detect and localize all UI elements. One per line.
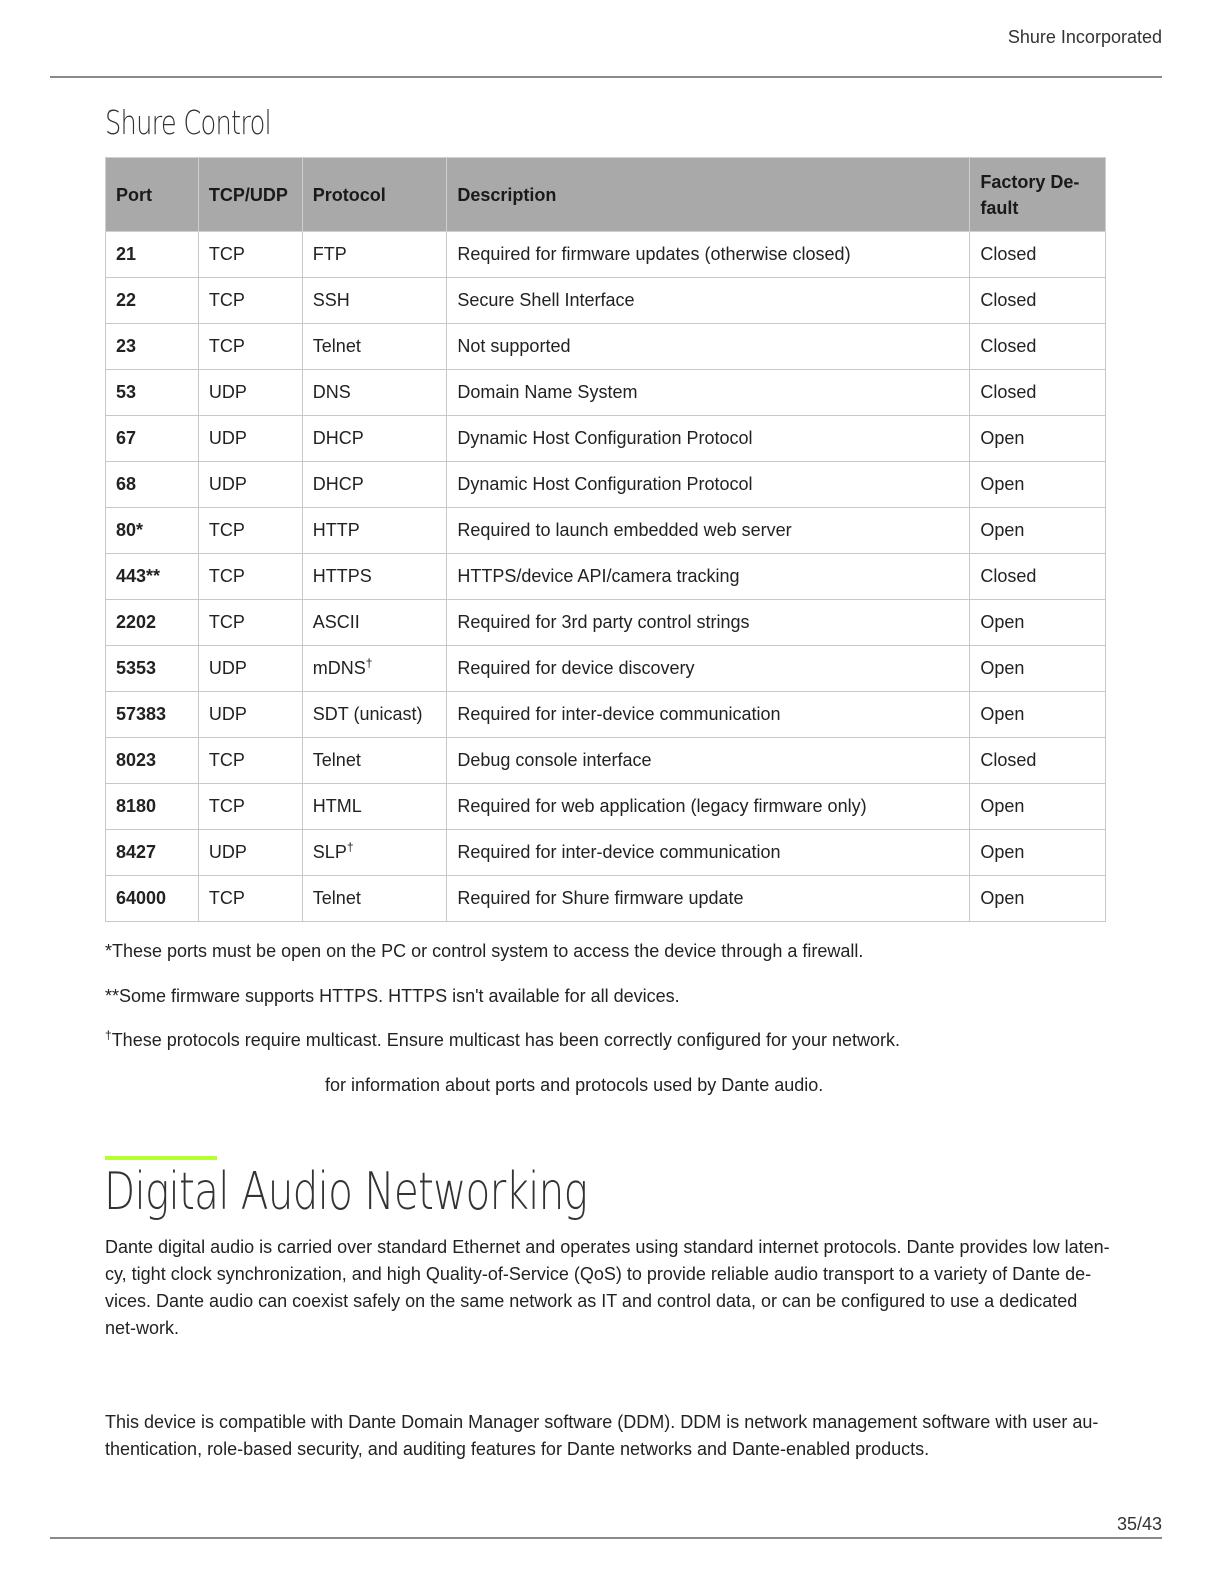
cell-transport: TCP [198,784,302,830]
cell-transport: TCP [198,876,302,922]
cell-protocol: SLP† [302,830,447,876]
header-company: Shure Incorporated [1007,27,1162,47]
cell-default: Open [970,508,1106,554]
table-row [106,646,1106,692]
cell-port: 2202 [106,600,199,646]
cell-description: Required to launch embedded web server [447,508,970,554]
table-row [106,232,1106,278]
cell-default: Open [970,876,1106,922]
cell-protocol: SDT (unicast) [302,692,447,738]
header-port: Port [106,158,199,232]
table-row [106,370,1106,416]
cell-transport: UDP [198,370,302,416]
footnote-4: for information about ports and protocols used by Dante audio. [325,1075,824,1095]
cell-transport: UDP [198,462,302,508]
cell-default: Closed [970,738,1106,784]
table-row [106,830,1106,876]
cell-default: Open [970,692,1106,738]
cell-description: Required for web application (legacy firmware only) [447,784,970,830]
cell-port: 443** [106,554,199,600]
cell-port: 5353 [106,646,199,692]
cell-port: 21 [106,232,199,278]
footnote-3-text: These protocols require multicast. Ensure multicast has been correctly configured for your network. [111,1030,901,1050]
cell-protocol: DHCP [302,416,447,462]
footnote-1: *These ports must be open on the PC or control system to access the device through a firewall. [105,941,864,961]
cell-port: 57383 [106,692,199,738]
section-title: Shure Control [105,103,271,142]
cell-port: 80* [106,508,199,554]
cell-transport: TCP [198,554,302,600]
table-row [106,416,1106,462]
cell-description: Not supported [447,324,970,370]
cell-description: Required for inter-device communication [447,692,970,738]
cell-port: 8023 [106,738,199,784]
footnote-3 [105,1030,900,1051]
cell-protocol: HTML [302,784,447,830]
cell-default: Open [970,646,1106,692]
cell-port: 22 [106,278,199,324]
table-row [106,600,1106,646]
cell-port: 53 [106,370,199,416]
cell-protocol: SSH [302,278,447,324]
dagger-mark: † [105,1028,112,1042]
cell-transport: TCP [198,232,302,278]
cell-port: 68 [106,462,199,508]
cell-transport: TCP [198,508,302,554]
cell-port: 8180 [106,784,199,830]
cell-protocol: DHCP [302,462,447,508]
cell-default: Closed [970,554,1106,600]
cell-description: Dynamic Host Configuration Protocol [447,416,970,462]
table-row [106,324,1106,370]
header-rule [50,76,1162,78]
cell-transport: UDP [198,830,302,876]
footnote-2: **Some firmware supports HTTPS. HTTPS isn't available for all devices. [105,986,680,1006]
cell-default: Open [970,830,1106,876]
table-row [106,692,1106,738]
footer-rule [50,1537,1162,1539]
cell-protocol: Telnet [302,324,447,370]
cell-default: Open [970,416,1106,462]
ports-table-body [106,232,1106,922]
cell-protocol: Telnet [302,738,447,784]
cell-description: Required for inter-device communication [447,830,970,876]
cell-transport: TCP [198,600,302,646]
section-accent-bar [105,1156,217,1160]
cell-description: Debug console interface [447,738,970,784]
cell-protocol: FTP [302,232,447,278]
cell-default: Open [970,462,1106,508]
cell-protocol: DNS [302,370,447,416]
cell-default: Closed [970,278,1106,324]
table-row [106,876,1106,922]
cell-transport: UDP [198,646,302,692]
cell-port: 67 [106,416,199,462]
table-row [106,508,1106,554]
header-factory-default [970,158,1106,232]
cell-port: 64000 [106,876,199,922]
table-row [106,738,1106,784]
cell-transport: UDP [198,416,302,462]
cell-transport: TCP [198,738,302,784]
cell-description: Required for 3rd party control strings [447,600,970,646]
cell-transport: TCP [198,278,302,324]
cell-description: Secure Shell Interface [447,278,970,324]
header-factory-line1: Factory De- [980,171,1080,192]
chapter-title: Digital Audio Networking [104,1162,588,1222]
table-row [106,278,1106,324]
table-row [106,784,1106,830]
cell-description: Required for device discovery [447,646,970,692]
cell-transport: TCP [198,324,302,370]
table-row [106,462,1106,508]
ports-table [105,157,1106,922]
cell-default: Open [970,600,1106,646]
table-header-row [106,158,1106,232]
table-row [106,554,1106,600]
cell-description: HTTPS/device API/camera tracking [447,554,970,600]
cell-transport: UDP [198,692,302,738]
cell-port: 8427 [106,830,199,876]
cell-protocol: HTTPS [302,554,447,600]
header-factory-line2: fault [980,197,1019,218]
header-protocol: Protocol [302,158,447,232]
cell-default: Open [970,784,1106,830]
cell-protocol: ASCII [302,600,447,646]
cell-protocol: HTTP [302,508,447,554]
cell-default: Closed [970,324,1106,370]
page-number: 35/43 [1116,1514,1162,1534]
cell-protocol: mDNS† [302,646,447,692]
dagger-mark: † [346,840,354,854]
cell-description: Domain Name System [447,370,970,416]
header-description: Description [447,158,970,232]
cell-default: Closed [970,232,1106,278]
dagger-mark: † [365,656,373,670]
cell-protocol: Telnet [302,876,447,922]
cell-description: Required for firmware updates (otherwise closed) [447,232,970,278]
ddm-paragraph: This device is compatible with Dante Domain Manager software (DDM). DDM is network management software with user au-thentication, role-based security, and auditing features for Dante networks and Dante-enabled products. [105,1412,1099,1459]
dante-paragraph: Dante digital audio is carried over standard Ethernet and operates using standard internet protocols. Dante provides low laten-cy, tight clock synchronization, and high Quality-of-Service (QoS) to provide reliable audio transport to a variety of Dante de-vices. Dante audio can coexist safely on the same network as IT and control data, or can be configured to use a dedicated net-work. [105,1237,1110,1338]
cell-default: Closed [970,370,1106,416]
cell-description: Required for Shure firmware update [447,876,970,922]
cell-description: Dynamic Host Configuration Protocol [447,462,970,508]
header-transport: TCP/UDP [198,158,302,232]
cell-port: 23 [106,324,199,370]
